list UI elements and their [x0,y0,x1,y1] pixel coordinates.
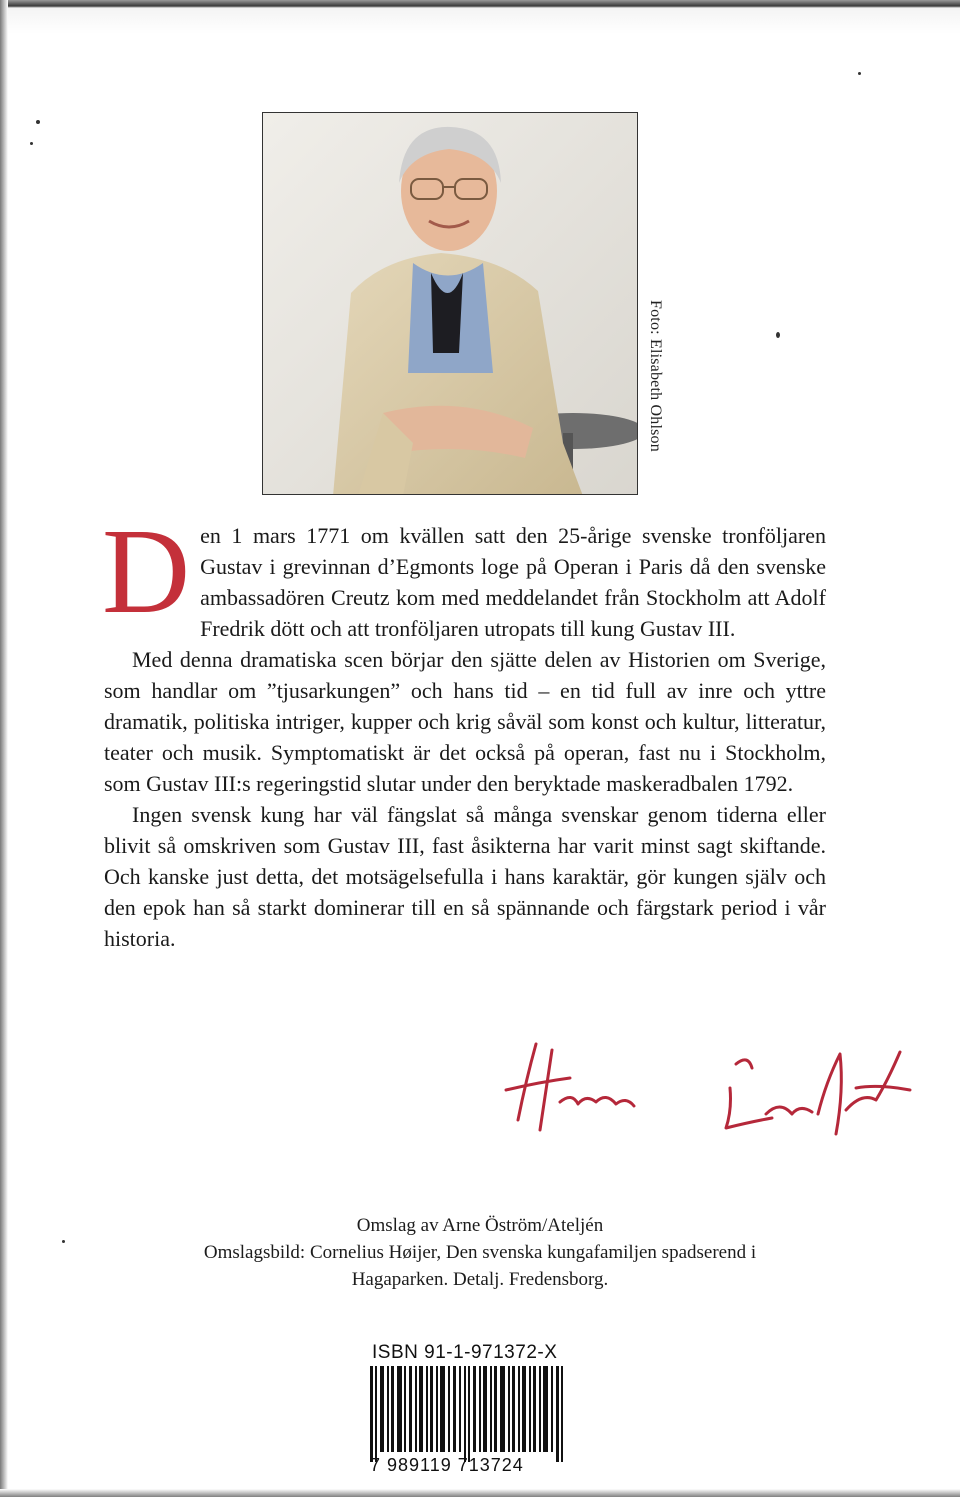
scan-edge-bottom [0,1489,960,1497]
author-signature [500,1030,920,1140]
scan-speck [858,72,861,75]
cover-image-credit-line-1: Omslagsbild: Cornelius Høijer, Den svenska kungafamiljen spadserend i [203,1242,757,1263]
cover-design-credit: Omslag av Arne Öström/Ateljén [356,1215,604,1236]
dropcap-letter: D [102,504,191,639]
barcode-digits: 7 989119 713724 [370,1455,524,1475]
paragraph-2: Med denna dramatiska scen börjar den sjätte delen av Historien om Sverige, som handlar om ”tjusarkungen” och hans tid – en tid full av inre och yttre dramatik, politiska intriger, kupper och krig såväl som konst och kultur, litteratur, teater och musik. Symptomatiskt är det också på operan, fast nu i Stockholm, som Gustav III:s regeringstid slutar under den beryktade maskeradbalen 1792. [104,647,826,796]
scan-edge-top [0,0,960,34]
cover-credits [130,1212,830,1293]
author-photo [262,112,638,495]
barcode [360,1366,580,1466]
paragraph-1 [102,504,826,644]
paragraph-3: Ingen svensk kung har väl fängslat så många svenskar genom tiderna eller blivit så omskriven som Gustav III, fast åsikterna har varit minst sagt skiftande. Och kanske just detta, det motsägelsefulla i hans karaktär, gör kungen själv och den epok han så starkt dominerar till en så spännande och färgstark period i vår historia. [104,802,826,951]
cover-image-credit-line-2: Hagaparken. Detalj. Fredensborg. [351,1269,609,1290]
photo-credit: Foto: Elisabeth Ohlson [647,300,664,452]
scan-speck [30,142,33,145]
author-portrait-illustration [263,113,638,495]
description-text [102,504,826,954]
scan-speck [36,120,40,124]
scan-edge-left [0,0,8,1497]
isbn-label: ISBN 91-1-971372-X [372,1342,558,1363]
scan-speck [776,332,780,338]
scan-speck [62,1240,65,1243]
paragraph-1-text: en 1 mars 1771 om kvällen satt den 25-årige svenske tronföljaren Gustav i grevinnan d’Egmonts loge på Operan i Paris då den svenske ambassadören Creutz kom med meddelandet från Stockholm att Adolf Fredrik dött och att tronföljaren utropats till kung Gustav III. [200,523,826,641]
